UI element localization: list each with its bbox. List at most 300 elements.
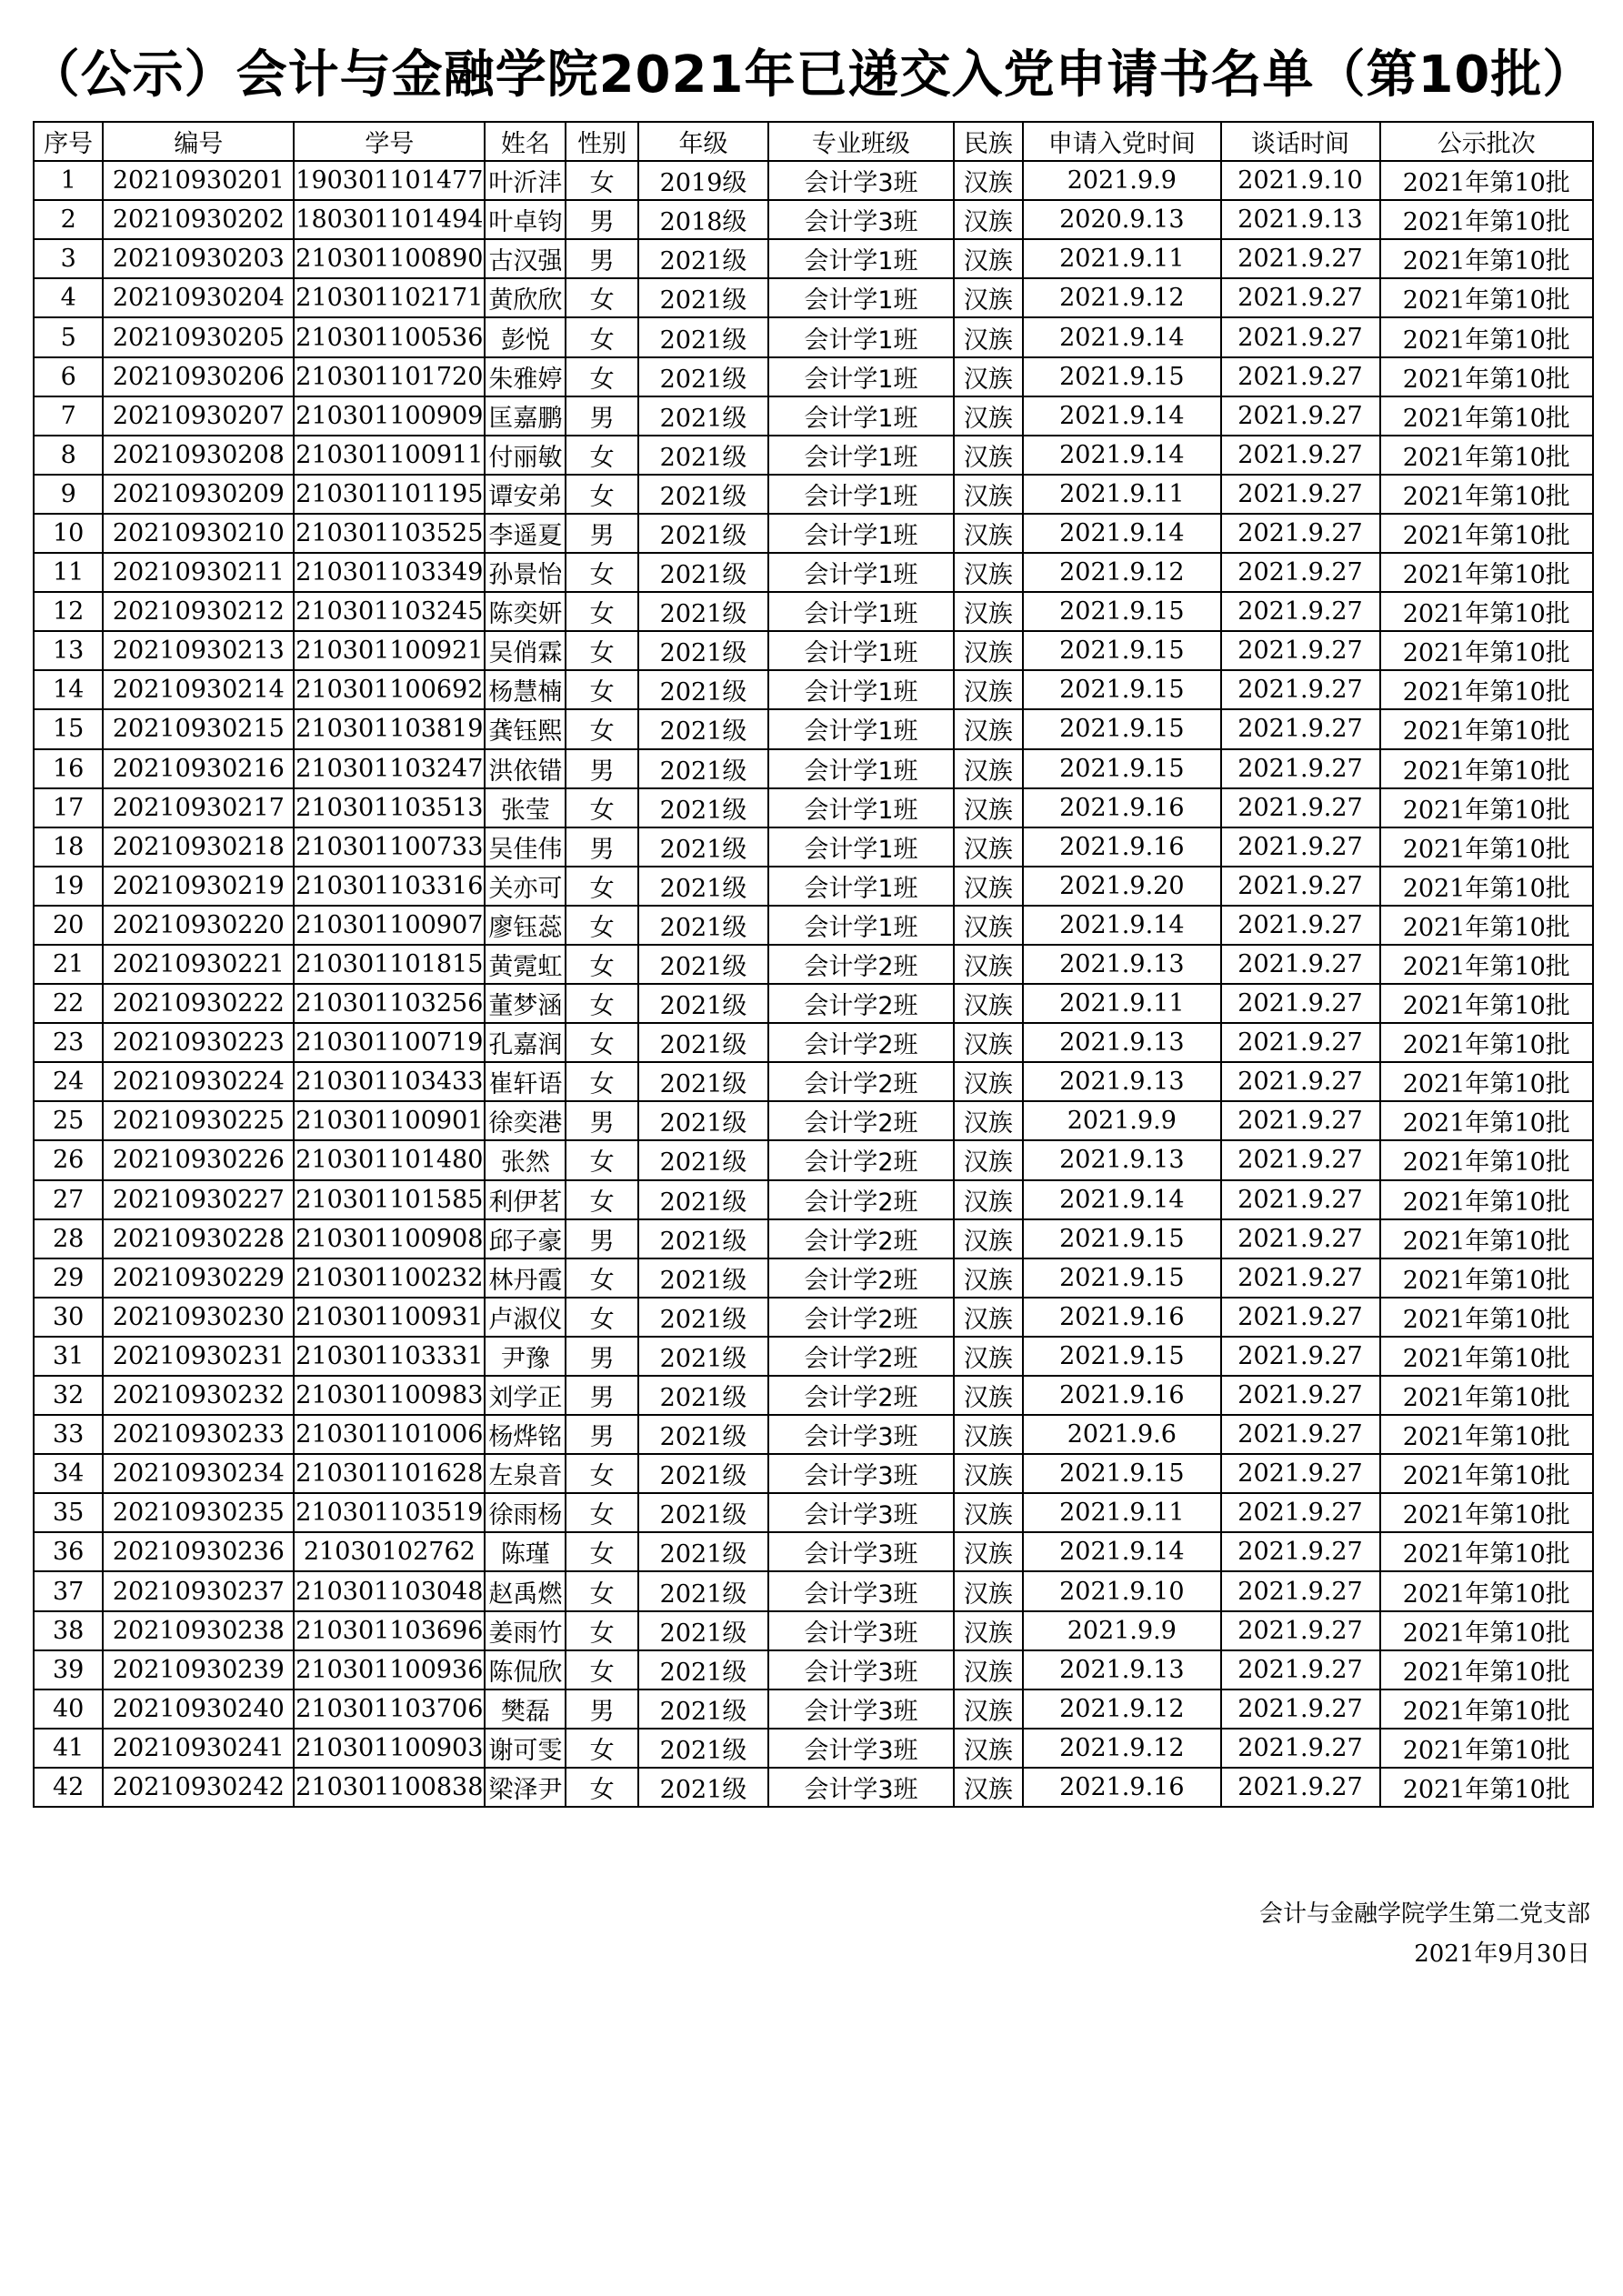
cell-application-date: 2021.9.11 (1023, 239, 1220, 278)
cell-index: 19 (34, 867, 103, 906)
cell-student-id: 210301103696 (294, 1611, 485, 1650)
cell-batch: 2021年第10批 (1380, 1493, 1594, 1532)
cell-student-id: 210301103433 (294, 1062, 485, 1101)
cell-interview-date: 2021.9.27 (1221, 827, 1380, 867)
cell-serial-number: 20210930215 (103, 709, 294, 748)
table-row (34, 906, 1593, 945)
cell-application-date: 2021.9.9 (1023, 161, 1220, 200)
cell-name: 张莹 (485, 788, 566, 827)
cell-major-class: 会计学1班 (768, 317, 954, 356)
cell-gender: 女 (566, 1062, 638, 1101)
cell-serial-number: 20210930237 (103, 1571, 294, 1610)
cell-batch: 2021年第10批 (1380, 1611, 1594, 1650)
cell-student-id: 210301103247 (294, 749, 485, 788)
table-row (34, 1493, 1593, 1532)
cell-student-id: 210301103525 (294, 514, 485, 553)
cell-batch: 2021年第10批 (1380, 788, 1594, 827)
cell-ethnicity: 汉族 (954, 1101, 1023, 1140)
cell-serial-number: 20210930235 (103, 1493, 294, 1532)
cell-application-date: 2021.9.16 (1023, 827, 1220, 867)
cell-index: 28 (34, 1219, 103, 1258)
cell-student-id: 210301101628 (294, 1454, 485, 1493)
cell-serial-number: 20210930218 (103, 827, 294, 867)
cell-major-class: 会计学1班 (768, 749, 954, 788)
cell-serial-number: 20210930226 (103, 1140, 294, 1179)
cell-index: 25 (34, 1101, 103, 1140)
cell-grade: 2021级 (638, 670, 768, 709)
cell-grade: 2021级 (638, 436, 768, 475)
table-row (34, 867, 1593, 906)
cell-interview-date: 2021.9.10 (1221, 161, 1380, 200)
cell-name: 洪依错 (485, 749, 566, 788)
cell-index: 36 (34, 1532, 103, 1571)
cell-major-class: 会计学2班 (768, 1140, 954, 1179)
cell-gender: 女 (566, 1258, 638, 1298)
table-row (34, 396, 1593, 436)
cell-ethnicity: 汉族 (954, 514, 1023, 553)
cell-interview-date: 2021.9.27 (1221, 1023, 1380, 1062)
cell-name: 张然 (485, 1140, 566, 1179)
cell-name: 赵禹燃 (485, 1571, 566, 1610)
cell-batch: 2021年第10批 (1380, 1337, 1594, 1376)
cell-student-id: 210301103048 (294, 1571, 485, 1610)
cell-batch: 2021年第10批 (1380, 1532, 1594, 1571)
cell-ethnicity: 汉族 (954, 1454, 1023, 1493)
cell-ethnicity: 汉族 (954, 749, 1023, 788)
cell-application-date: 2021.9.16 (1023, 788, 1220, 827)
cell-major-class: 会计学3班 (768, 1611, 954, 1650)
cell-index: 12 (34, 592, 103, 631)
cell-name: 崔轩语 (485, 1062, 566, 1101)
cell-interview-date: 2021.9.27 (1221, 709, 1380, 748)
cell-gender: 女 (566, 1298, 638, 1337)
cell-major-class: 会计学2班 (768, 1101, 954, 1140)
cell-student-id: 210301100931 (294, 1298, 485, 1337)
cell-index: 42 (34, 1768, 103, 1807)
cell-interview-date: 2021.9.27 (1221, 1571, 1380, 1610)
cell-batch: 2021年第10批 (1380, 906, 1594, 945)
cell-interview-date: 2021.9.13 (1221, 200, 1380, 239)
cell-batch: 2021年第10批 (1380, 1768, 1594, 1807)
cell-serial-number: 20210930217 (103, 788, 294, 827)
cell-student-id: 21030102762 (294, 1532, 485, 1571)
table-row (34, 1219, 1593, 1258)
cell-interview-date: 2021.9.27 (1221, 1298, 1380, 1337)
cell-major-class: 会计学2班 (768, 1337, 954, 1376)
cell-application-date: 2021.9.13 (1023, 1140, 1220, 1179)
cell-ethnicity: 汉族 (954, 475, 1023, 514)
cell-grade: 2021级 (638, 867, 768, 906)
table-row (34, 984, 1593, 1023)
cell-gender: 女 (566, 592, 638, 631)
cell-application-date: 2021.9.6 (1023, 1415, 1220, 1454)
cell-student-id: 210301100936 (294, 1650, 485, 1689)
table-row (34, 1298, 1593, 1337)
cell-batch: 2021年第10批 (1380, 436, 1594, 475)
cell-interview-date: 2021.9.27 (1221, 475, 1380, 514)
table-header-row (34, 122, 1593, 161)
cell-gender: 女 (566, 317, 638, 356)
cell-interview-date: 2021.9.27 (1221, 1611, 1380, 1650)
cell-application-date: 2021.9.16 (1023, 1376, 1220, 1415)
cell-interview-date: 2021.9.27 (1221, 1768, 1380, 1807)
cell-application-date: 2021.9.14 (1023, 436, 1220, 475)
cell-student-id: 210301103331 (294, 1337, 485, 1376)
cell-grade: 2021级 (638, 1337, 768, 1376)
cell-gender: 男 (566, 1415, 638, 1454)
cell-major-class: 会计学2班 (768, 1180, 954, 1219)
table-row (34, 1611, 1593, 1650)
cell-gender: 男 (566, 514, 638, 553)
cell-grade: 2021级 (638, 553, 768, 592)
cell-application-date: 2021.9.14 (1023, 317, 1220, 356)
cell-index: 21 (34, 945, 103, 984)
cell-student-id: 210301101480 (294, 1140, 485, 1179)
cell-ethnicity: 汉族 (954, 709, 1023, 748)
cell-batch: 2021年第10批 (1380, 278, 1594, 317)
cell-batch: 2021年第10批 (1380, 1571, 1594, 1610)
cell-name: 孔嘉润 (485, 1023, 566, 1062)
cell-index: 34 (34, 1454, 103, 1493)
cell-name: 彭悦 (485, 317, 566, 356)
cell-ethnicity: 汉族 (954, 1493, 1023, 1532)
cell-interview-date: 2021.9.27 (1221, 1650, 1380, 1689)
cell-student-id: 210301102171 (294, 278, 485, 317)
cell-major-class: 会计学3班 (768, 1493, 954, 1532)
cell-major-class: 会计学3班 (768, 1532, 954, 1571)
table-row (34, 200, 1593, 239)
table-row (34, 709, 1593, 748)
cell-serial-number: 20210930202 (103, 200, 294, 239)
cell-major-class: 会计学3班 (768, 200, 954, 239)
cell-grade: 2021级 (638, 239, 768, 278)
cell-student-id: 210301103706 (294, 1689, 485, 1729)
cell-grade: 2021级 (638, 1219, 768, 1258)
cell-ethnicity: 汉族 (954, 200, 1023, 239)
cell-ethnicity: 汉族 (954, 867, 1023, 906)
cell-grade: 2021级 (638, 945, 768, 984)
cell-student-id: 210301100911 (294, 436, 485, 475)
cell-gender: 男 (566, 1101, 638, 1140)
cell-index: 9 (34, 475, 103, 514)
cell-student-id: 210301100901 (294, 1101, 485, 1140)
cell-ethnicity: 汉族 (954, 945, 1023, 984)
cell-index: 26 (34, 1140, 103, 1179)
cell-gender: 女 (566, 436, 638, 475)
cell-major-class: 会计学1班 (768, 357, 954, 396)
cell-gender: 女 (566, 1493, 638, 1532)
cell-index: 4 (34, 278, 103, 317)
cell-student-id: 210301103256 (294, 984, 485, 1023)
table-row (34, 1571, 1593, 1610)
cell-major-class: 会计学2班 (768, 1062, 954, 1101)
cell-grade: 2021级 (638, 1376, 768, 1415)
cell-interview-date: 2021.9.27 (1221, 906, 1380, 945)
cell-serial-number: 20210930211 (103, 553, 294, 592)
cell-ethnicity: 汉族 (954, 1650, 1023, 1689)
cell-name: 陈侃欣 (485, 1650, 566, 1689)
table-row (34, 670, 1593, 709)
cell-gender: 女 (566, 1532, 638, 1571)
cell-gender: 男 (566, 1376, 638, 1415)
cell-application-date: 2021.9.15 (1023, 357, 1220, 396)
cell-interview-date: 2021.9.27 (1221, 1729, 1380, 1768)
cell-application-date: 2021.9.15 (1023, 1454, 1220, 1493)
cell-interview-date: 2021.9.27 (1221, 749, 1380, 788)
cell-index: 20 (34, 906, 103, 945)
cell-student-id: 210301100909 (294, 396, 485, 436)
table-row (34, 1650, 1593, 1689)
cell-batch: 2021年第10批 (1380, 1415, 1594, 1454)
cell-major-class: 会计学1班 (768, 514, 954, 553)
cell-interview-date: 2021.9.27 (1221, 1101, 1380, 1140)
cell-interview-date: 2021.9.27 (1221, 514, 1380, 553)
header-student-id: 学号 (294, 122, 485, 161)
cell-application-date: 2021.9.11 (1023, 984, 1220, 1023)
cell-major-class: 会计学1班 (768, 436, 954, 475)
cell-index: 2 (34, 200, 103, 239)
cell-application-date: 2021.9.14 (1023, 514, 1220, 553)
footer-organization: 会计与金融学院学生第二党支部 (1258, 1900, 1590, 1928)
cell-application-date: 2021.9.16 (1023, 1768, 1220, 1807)
cell-major-class: 会计学3班 (768, 1768, 954, 1807)
cell-ethnicity: 汉族 (954, 631, 1023, 670)
cell-serial-number: 20210930210 (103, 514, 294, 553)
table-row (34, 1454, 1593, 1493)
cell-index: 13 (34, 631, 103, 670)
cell-major-class: 会计学3班 (768, 1689, 954, 1729)
cell-batch: 2021年第10批 (1380, 631, 1594, 670)
cell-batch: 2021年第10批 (1380, 1298, 1594, 1337)
cell-interview-date: 2021.9.27 (1221, 1689, 1380, 1729)
header-serial-number: 编号 (103, 122, 294, 161)
cell-name: 樊磊 (485, 1689, 566, 1729)
cell-index: 8 (34, 436, 103, 475)
cell-name: 付丽敏 (485, 436, 566, 475)
cell-interview-date: 2021.9.27 (1221, 553, 1380, 592)
cell-grade: 2021级 (638, 475, 768, 514)
cell-interview-date: 2021.9.27 (1221, 984, 1380, 1023)
cell-gender: 男 (566, 1689, 638, 1729)
cell-gender: 男 (566, 1219, 638, 1258)
cell-gender: 女 (566, 788, 638, 827)
cell-grade: 2021级 (638, 1062, 768, 1101)
cell-gender: 男 (566, 749, 638, 788)
cell-interview-date: 2021.9.27 (1221, 357, 1380, 396)
cell-major-class: 会计学2班 (768, 984, 954, 1023)
cell-ethnicity: 汉族 (954, 1729, 1023, 1768)
cell-student-id: 210301100907 (294, 906, 485, 945)
cell-ethnicity: 汉族 (954, 1337, 1023, 1376)
cell-serial-number: 20210930205 (103, 317, 294, 356)
cell-name: 梁泽尹 (485, 1768, 566, 1807)
cell-grade: 2021级 (638, 631, 768, 670)
cell-grade: 2021级 (638, 1298, 768, 1337)
cell-name: 林丹霞 (485, 1258, 566, 1298)
cell-interview-date: 2021.9.27 (1221, 1415, 1380, 1454)
cell-ethnicity: 汉族 (954, 1023, 1023, 1062)
cell-ethnicity: 汉族 (954, 906, 1023, 945)
cell-batch: 2021年第10批 (1380, 1023, 1594, 1062)
cell-student-id: 210301100232 (294, 1258, 485, 1298)
cell-ethnicity: 汉族 (954, 1689, 1023, 1729)
footer (1259, 1894, 1590, 1974)
cell-batch: 2021年第10批 (1380, 317, 1594, 356)
cell-application-date: 2021.9.12 (1023, 1729, 1220, 1768)
cell-ethnicity: 汉族 (954, 1532, 1023, 1571)
cell-application-date: 2021.9.9 (1023, 1611, 1220, 1650)
cell-student-id: 210301101720 (294, 357, 485, 396)
cell-major-class: 会计学3班 (768, 1650, 954, 1689)
cell-name: 黄欣欣 (485, 278, 566, 317)
cell-student-id: 210301100719 (294, 1023, 485, 1062)
cell-index: 33 (34, 1415, 103, 1454)
cell-ethnicity: 汉族 (954, 1571, 1023, 1610)
cell-student-id: 210301103245 (294, 592, 485, 631)
cell-gender: 男 (566, 827, 638, 867)
table-row (34, 1532, 1593, 1571)
cell-index: 6 (34, 357, 103, 396)
cell-major-class: 会计学1班 (768, 867, 954, 906)
cell-batch: 2021年第10批 (1380, 1219, 1594, 1258)
cell-name: 谭安弟 (485, 475, 566, 514)
cell-ethnicity: 汉族 (954, 592, 1023, 631)
cell-batch: 2021年第10批 (1380, 945, 1594, 984)
cell-serial-number: 20210930239 (103, 1650, 294, 1689)
cell-name: 关亦可 (485, 867, 566, 906)
cell-batch: 2021年第10批 (1380, 749, 1594, 788)
cell-ethnicity: 汉族 (954, 827, 1023, 867)
cell-major-class: 会计学1班 (768, 396, 954, 436)
cell-name: 邱子豪 (485, 1219, 566, 1258)
cell-student-id: 210301100890 (294, 239, 485, 278)
header-gender: 性别 (566, 122, 638, 161)
cell-batch: 2021年第10批 (1380, 1180, 1594, 1219)
cell-name: 尹豫 (485, 1337, 566, 1376)
cell-serial-number: 20210930206 (103, 357, 294, 396)
header-grade: 年级 (638, 122, 768, 161)
cell-batch: 2021年第10批 (1380, 1650, 1594, 1689)
cell-student-id: 210301100903 (294, 1729, 485, 1768)
cell-interview-date: 2021.9.27 (1221, 945, 1380, 984)
cell-gender: 女 (566, 475, 638, 514)
cell-serial-number: 20210930220 (103, 906, 294, 945)
table-row (34, 592, 1593, 631)
cell-student-id: 210301100908 (294, 1219, 485, 1258)
cell-grade: 2021级 (638, 709, 768, 748)
cell-name: 陈瑾 (485, 1532, 566, 1571)
cell-student-id: 210301100983 (294, 1376, 485, 1415)
cell-major-class: 会计学2班 (768, 1298, 954, 1337)
cell-interview-date: 2021.9.27 (1221, 1062, 1380, 1101)
cell-serial-number: 20210930230 (103, 1298, 294, 1337)
cell-serial-number: 20210930240 (103, 1689, 294, 1729)
cell-grade: 2021级 (638, 1140, 768, 1179)
cell-application-date: 2021.9.11 (1023, 475, 1220, 514)
cell-serial-number: 20210930232 (103, 1376, 294, 1415)
cell-index: 35 (34, 1493, 103, 1532)
cell-index: 31 (34, 1337, 103, 1376)
cell-application-date: 2021.9.15 (1023, 1258, 1220, 1298)
header-interview-date: 谈话时间 (1221, 122, 1380, 161)
cell-student-id: 210301103819 (294, 709, 485, 748)
cell-student-id: 210301100536 (294, 317, 485, 356)
cell-name: 黄霓虹 (485, 945, 566, 984)
cell-serial-number: 20210930201 (103, 161, 294, 200)
cell-gender: 女 (566, 1650, 638, 1689)
cell-major-class: 会计学1班 (768, 906, 954, 945)
cell-interview-date: 2021.9.27 (1221, 317, 1380, 356)
cell-batch: 2021年第10批 (1380, 670, 1594, 709)
table-row (34, 436, 1593, 475)
cell-major-class: 会计学2班 (768, 1258, 954, 1298)
cell-serial-number: 20210930208 (103, 436, 294, 475)
header-application-date: 申请入党时间 (1023, 122, 1220, 161)
cell-grade: 2021级 (638, 1571, 768, 1610)
cell-serial-number: 20210930231 (103, 1337, 294, 1376)
cell-student-id: 210301101585 (294, 1180, 485, 1219)
cell-gender: 女 (566, 1023, 638, 1062)
cell-ethnicity: 汉族 (954, 1140, 1023, 1179)
cell-serial-number: 20210930204 (103, 278, 294, 317)
cell-application-date: 2021.9.12 (1023, 278, 1220, 317)
cell-student-id: 210301103316 (294, 867, 485, 906)
table-row (34, 1140, 1593, 1179)
cell-index: 15 (34, 709, 103, 748)
cell-grade: 2021级 (638, 1768, 768, 1807)
cell-gender: 女 (566, 670, 638, 709)
cell-index: 5 (34, 317, 103, 356)
table-row (34, 1258, 1593, 1298)
cell-name: 利伊茗 (485, 1180, 566, 1219)
cell-application-date: 2021.9.15 (1023, 749, 1220, 788)
cell-major-class: 会计学3班 (768, 1571, 954, 1610)
cell-name: 左泉音 (485, 1454, 566, 1493)
cell-application-date: 2020.9.13 (1023, 200, 1220, 239)
cell-serial-number: 20210930212 (103, 592, 294, 631)
cell-ethnicity: 汉族 (954, 1298, 1023, 1337)
cell-name: 刘学正 (485, 1376, 566, 1415)
cell-gender: 女 (566, 984, 638, 1023)
cell-application-date: 2021.9.15 (1023, 1337, 1220, 1376)
cell-major-class: 会计学1班 (768, 592, 954, 631)
cell-gender: 女 (566, 553, 638, 592)
cell-serial-number: 20210930203 (103, 239, 294, 278)
cell-serial-number: 20210930216 (103, 749, 294, 788)
cell-grade: 2021级 (638, 827, 768, 867)
cell-grade: 2021级 (638, 592, 768, 631)
cell-student-id: 210301100838 (294, 1768, 485, 1807)
cell-serial-number: 20210930213 (103, 631, 294, 670)
header-index: 序号 (34, 122, 103, 161)
table-row (34, 475, 1593, 514)
cell-interview-date: 2021.9.27 (1221, 239, 1380, 278)
cell-serial-number: 20210930223 (103, 1023, 294, 1062)
cell-grade: 2019级 (638, 161, 768, 200)
cell-serial-number: 20210930219 (103, 867, 294, 906)
table-row (34, 317, 1593, 356)
cell-gender: 女 (566, 1454, 638, 1493)
cell-serial-number: 20210930209 (103, 475, 294, 514)
cell-index: 16 (34, 749, 103, 788)
cell-batch: 2021年第10批 (1380, 200, 1594, 239)
cell-batch: 2021年第10批 (1380, 161, 1594, 200)
cell-batch: 2021年第10批 (1380, 239, 1594, 278)
cell-major-class: 会计学3班 (768, 1729, 954, 1768)
cell-batch: 2021年第10批 (1380, 1258, 1594, 1298)
table-row (34, 788, 1593, 827)
table-row (34, 827, 1593, 867)
